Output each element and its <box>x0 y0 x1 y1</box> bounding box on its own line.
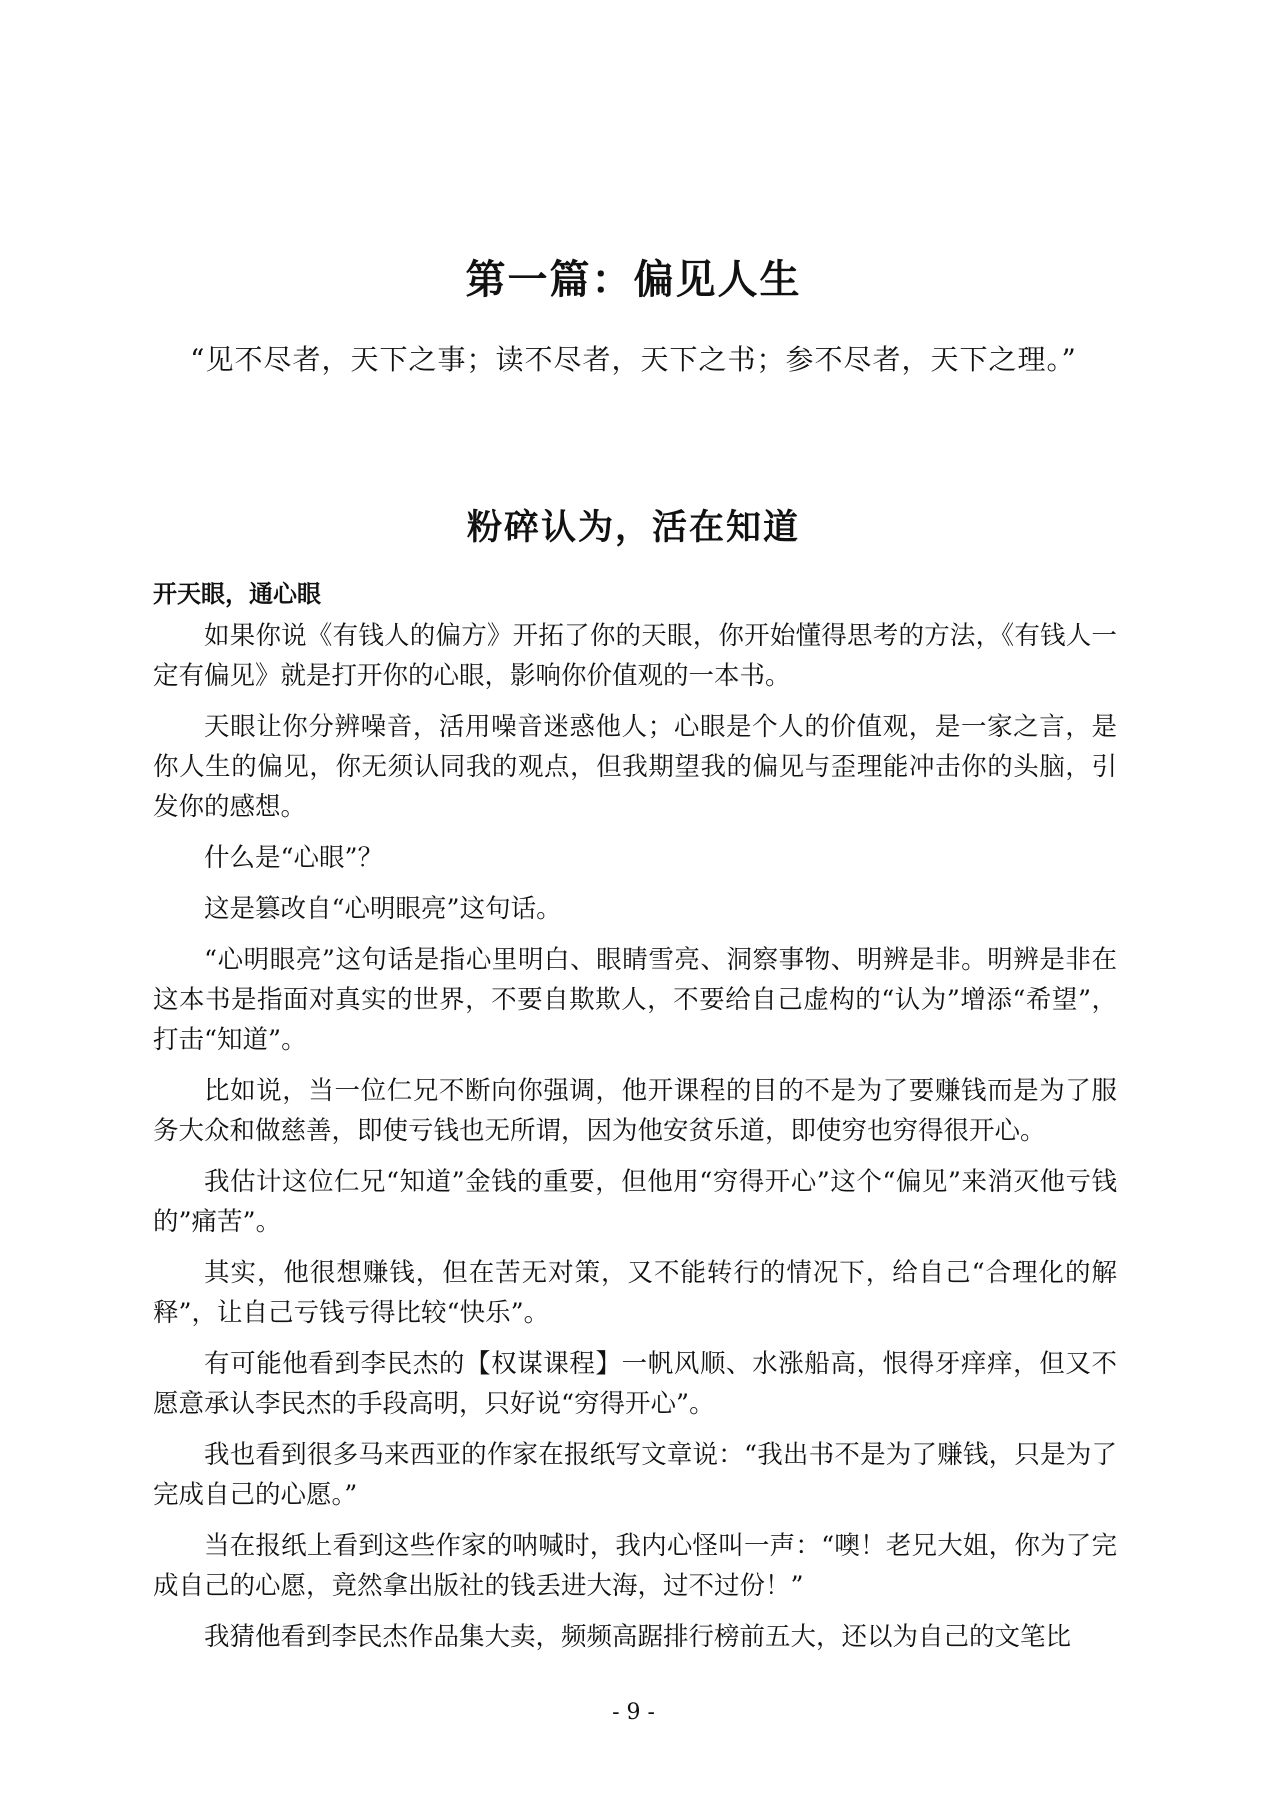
body-text <box>153 616 1117 1668</box>
epigraph-quote: “见不尽者，天下之事；读不尽者，天下之书；参不尽者，天下之理。” <box>190 343 1077 376</box>
part-title: 第一篇：偏见人生 <box>465 256 802 303</box>
paragraph: 当在报纸上看到这些作家的呐喊时，我内心怪叫一声：“噢！老兄大姐，你为了完成自己的心愿，竟然拿出版社的钱丢进大海，过不过份！” <box>153 1531 1117 1601</box>
chapter-title: 粉碎认为，活在知道 <box>466 507 800 548</box>
paragraph: 天眼让你分辨噪音，活用噪音迷惑他人；心眼是个人的价值观，是一家之言，是你人生的偏见，你无须认同我的观点，但我期望我的偏见与歪理能冲击你的头脑，引发你的感想。 <box>153 712 1117 822</box>
paragraph: “心明眼亮”这句话是指心里明白、眼睛雪亮、洞察事物、明辨是非。明辨是非在这本书是指面对真实的世界，不要自欺欺人，不要给自己虚构的“认为”增添“希望”，打击“知道”。 <box>153 945 1117 1055</box>
paragraph: 我也看到很多马来西亚的作家在报纸写文章说：“我出书不是为了赚钱，只是为了完成自己的心愿。” <box>153 1440 1117 1510</box>
page-number: - 9 - <box>612 1700 655 1725</box>
section-heading: 开天眼，通心眼 <box>153 579 321 608</box>
paragraph: 我估计这位仁兄“知道”金钱的重要，但他用“穷得开心”这个“偏见”来消灭他亏钱的”痛苦”。 <box>153 1167 1117 1237</box>
paragraph: 有可能他看到李民杰的【权谋课程】一帆风顺、水涨船高，恨得牙痒痒，但又不愿意承认李民杰的手段高明，只好说“穷得开心”。 <box>153 1349 1117 1419</box>
paragraph: 如果你说《有钱人的偏方》开拓了你的天眼，你开始懂得思考的方法，《有钱人一定有偏见》就是打开你的心眼，影响你价值观的一本书。 <box>153 621 1117 691</box>
paragraph: 这是篡改自“心明眼亮”这句话。 <box>204 894 562 924</box>
paragraph: 什么是“心眼”？ <box>204 843 384 873</box>
paragraph: 其实，他很想赚钱，但在苦无对策，又不能转行的情况下，给自己“合理化的解释”，让自己亏钱亏得比较“快乐”。 <box>153 1258 1117 1328</box>
paragraph: 我猜他看到李民杰作品集大卖，频频高踞排行榜前五大，还以为自己的文笔比 <box>204 1622 1072 1652</box>
paragraph: 比如说，当一位仁兄不断向你强调，他开课程的目的不是为了要赚钱而是为了服务大众和做慈善，即使亏钱也无所谓，因为他安贫乐道，即使穷也穷得很开心。 <box>153 1076 1117 1146</box>
